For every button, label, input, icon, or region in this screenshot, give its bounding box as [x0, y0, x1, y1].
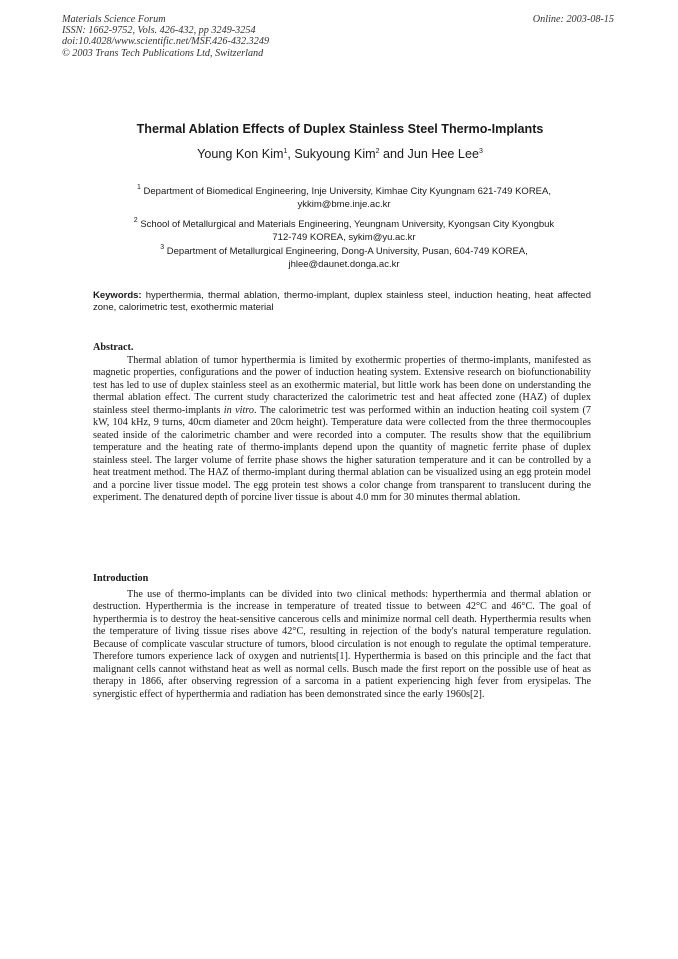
affiliation-line	[86, 219, 602, 232]
affiliation-3	[86, 246, 602, 271]
affiliation-text: School of Metallurgical and Materials Engineering, Yeungnam University, Kyongsan City Kyongbuk	[137, 219, 555, 230]
affiliation-line	[86, 186, 602, 199]
author-name: Jun Hee Lee	[407, 147, 479, 161]
paper-title: Thermal Ablation Effects of Duplex Stainless Steel Thermo-Implants	[136, 122, 544, 136]
affiliation-1	[86, 186, 602, 211]
abstract-text: . The calorimetric test was performed within an induction heating coil system (7 kW, 104 kHz, 9 turns, 40cm diameter and 20cm height). Temperature data were collected from the three thermocouples seated inside of the calorimetric chamber and were recorded into a computer. The results show that the equilibrium temperature and the heating rate of thermo-implants depend upon the quantity of magnetic ferrite phase of duplex stainless steel. The larger volume of ferrite phase shows the higher saturation temperature and it can be controlled by a heat treatment method. The HAZ of thermo-implant during thermal ablation can be visualized using an egg protein model and a porcine liver tissue model. The egg protein test shows a color change from transparent to translucent during the experiment. The denatured depth of porcine liver tissue is about 4.0 mm for 30 minutes thermal ablation.	[93, 404, 591, 503]
abstract-text: Thermal ablation of tumor hyperthermia is limited by exothermic properties of thermo-implants, manifested as magnetic properties, configurations and the power of induction heating system. Extensive research on biofunctionability test has led to use of duplex stainless steel as an exothermic material, but little work has been done on understanding the thermal ablation effect. The current study characterized the calorimetric test and heat affected zone (HAZ) of duplex stainless steel thermo-implants	[93, 355, 591, 416]
affiliation-sup: 1	[136, 184, 141, 191]
affiliation-2	[86, 219, 602, 244]
affiliation-sup: 3	[160, 244, 165, 251]
author-sup: 3	[478, 148, 483, 155]
introduction-body: The use of thermo-implants can be divided into two clinical methods: hyperthermia and thermal ablation or destruction. Hyperthermia is the increase in temperature of treated tissue to between 42°C and 46°C. The goal of hyperthermia is to destroy the heat-sensitive cancerous cells and minimize normal cell death. Hyperthermia results when the temperature of living tissue rises above 42°C, resulting in rejection of the body's natural temperature regulation. Because of complicate vascular structure of tumors, blood circulation is not enough to regulate the optimal temperature. Therefore tumors experience lack of oxygen and nutrients[1]. Hyperthermia is based on this principle and the fact that malignant cells cannot withstand heat as well as normal cells. Busch made the first report on the possible use of heat as therapy in 1866, after observing regression of a sarcoma in a patient experiencing high fever from erysipelas. The synergistic effect of hyperthermia and radiation has been demonstrated since the early 1960s[2].	[93, 589, 591, 700]
affiliation-email[interactable]: ykkim@bme.inje.ac.kr	[297, 198, 391, 210]
keywords-label: Keywords:	[93, 290, 142, 301]
affiliation-sup: 2	[133, 217, 138, 224]
author-separator: and	[379, 147, 408, 161]
copyright-line: © 2003 Trans Tech Publications Ltd, Switzerland	[62, 47, 264, 59]
author-sup: 2	[375, 148, 380, 155]
affiliation-email[interactable]: jhlee@daunet.donga.ac.kr	[288, 258, 400, 270]
doi-line[interactable]: doi:10.4028/www.scientific.net/MSF.426-432.3249	[62, 36, 270, 48]
affiliation-email[interactable]: 712-749 KOREA, sykim@yu.ac.kr	[272, 231, 416, 243]
author-list	[60, 147, 620, 161]
affiliation-text: Department of Biomedical Engineering, Inje University, Kimhae City Kyungnam 621-749 KOREA,	[140, 186, 551, 197]
affiliation-text: Department of Metallurgical Engineering, Dong-A University, Pusan, 604-749 KOREA,	[164, 246, 528, 257]
author-name: Young Kon Kim	[197, 147, 284, 161]
affiliation-line	[86, 246, 602, 259]
abstract-italic: in vitro	[223, 404, 254, 416]
abstract-heading: Abstract.	[93, 342, 134, 353]
journal-name: Materials Science Forum	[62, 14, 166, 25]
author-name: Sukyoung Kim	[294, 147, 376, 161]
journal-header	[62, 14, 269, 59]
issn-line: ISSN: 1662-9752, Vols. 426-432, pp 3249-3254	[62, 25, 256, 37]
author-sup: 1	[283, 148, 288, 155]
keywords-block	[93, 290, 591, 314]
online-date: Online: 2003-08-15	[532, 14, 614, 25]
abstract-body	[93, 355, 591, 504]
author-separator: ,	[287, 147, 295, 161]
keywords-text: hyperthermia, thermal ablation, thermo-implant, duplex stainless steel, induction heating, heat affected zone, calorimetric test, exothermic material	[93, 290, 591, 313]
introduction-heading: Introduction	[93, 573, 149, 584]
